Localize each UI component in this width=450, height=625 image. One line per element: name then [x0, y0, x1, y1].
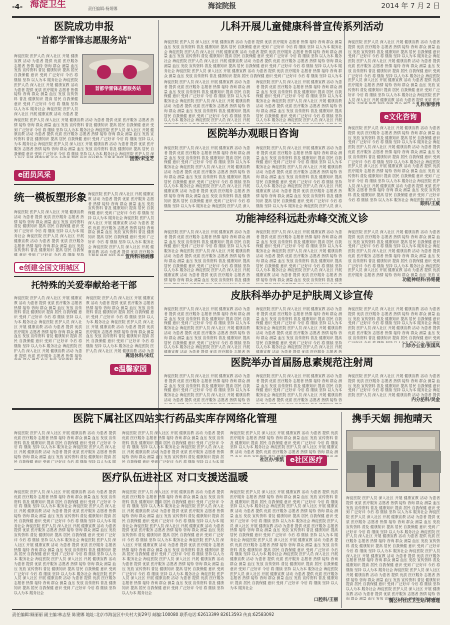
article-text — [348, 40, 440, 104]
byline: 口腔科/王丽 — [313, 598, 338, 603]
column-divider — [344, 20, 345, 160]
byline: 魏公村社区卫生站/蒋雅理 — [388, 599, 440, 604]
byline: 眼科/王威 — [420, 202, 440, 207]
article-text — [256, 146, 342, 208]
article-text — [122, 490, 224, 606]
photo-banner: 首都学雷锋志愿服务站 — [85, 85, 151, 95]
headline-chifeng-clinic: 功能神经科远赴赤峰交流义诊 — [235, 214, 369, 225]
headline-hand-in-hand: 携手天姻 拥抱晴天 — [351, 414, 433, 425]
article-text — [86, 296, 154, 354]
article-text — [164, 307, 250, 353]
section-rule — [14, 469, 338, 470]
article-text — [164, 146, 250, 208]
article-text — [256, 374, 342, 404]
section-tag-culture: e文化咨询 — [380, 112, 421, 123]
article-text — [230, 431, 338, 457]
headline-drug-inventory: 医院下属社区四站实行药品实库存网络化管理 — [73, 414, 277, 425]
section-rule — [164, 355, 440, 356]
byline: 团委/宋宝芝 — [129, 157, 154, 162]
page-number: -4- — [12, 3, 23, 11]
article-text — [164, 374, 250, 404]
byline: 儿科/彭张伟 — [415, 103, 440, 108]
headline-unified-template: 统一模板塑形象 — [14, 192, 87, 204]
masthead-rule — [12, 16, 440, 18]
article-text — [256, 80, 342, 124]
byline: 功能神经科/孙铭健 — [402, 278, 440, 283]
column-divider — [341, 412, 342, 608]
footer-info: 责任编辑:顾丽丽 副主编:林志坚 陈建娜 地址:北京市海淀区中关村大街29号 邮编:100080 联系电话:62613399 82613593 传真:62583092 — [12, 612, 275, 617]
headline-volunteer-station-2: "首都学雷锋志愿服务站" — [36, 36, 132, 46]
section-rule — [164, 287, 440, 288]
article-text — [348, 126, 440, 202]
section-tag-community: e社区医疗 — [286, 455, 327, 466]
volunteer-station-photo — [82, 54, 154, 104]
article-text — [348, 230, 440, 278]
issue-date: 2014 年 7 月 2 日 — [381, 2, 440, 10]
byline: 宣传科/杨炳娜 — [125, 255, 154, 260]
article-text — [14, 54, 78, 116]
footer-rule — [12, 609, 440, 610]
article-text — [14, 431, 116, 463]
article-text — [14, 296, 82, 360]
section-rule — [164, 210, 440, 211]
article-text — [256, 307, 342, 353]
headline-medical-team: 医疗队伍进社区 对口支援送温暖 — [101, 473, 249, 484]
section-tag-warm-home: e温馨家园 — [110, 364, 151, 375]
headline-eye-day: 医院举办观眼日咨询 — [207, 129, 299, 140]
page-editors: 责任编辑:杨炳娜 — [88, 6, 118, 11]
byline: 离退休科/宋红 — [125, 354, 154, 359]
headline-foot-skin-week: 皮肤科举办护足护肤周义诊宣传 — [230, 291, 374, 302]
article-text — [164, 230, 250, 284]
section-tag-youth: e团员风采 — [14, 170, 55, 181]
headline-pediatric-campaign: 儿科开展儿童健康科普宣传系列活动 — [220, 22, 384, 33]
community-event-photo — [346, 430, 440, 492]
article-text — [14, 210, 84, 256]
headline-volunteer-station-1: 医院成功申报 — [54, 22, 114, 33]
section-rule — [164, 126, 342, 127]
article-text — [348, 374, 440, 398]
section-tag-civilized-city: e创建全国文明城区 — [14, 262, 85, 273]
section-rule — [14, 276, 154, 277]
headline-insulin-week: 医院举办首届肠息素规范注射周 — [230, 358, 374, 369]
paper-logo: 海淀卫生 — [30, 0, 67, 10]
article-text — [122, 431, 224, 463]
section-rule — [12, 408, 440, 410]
headline-veteran-care: 托特殊的关爱奉献给老干部 — [31, 281, 137, 291]
header-center: 海淀院报 — [208, 1, 236, 10]
article-text — [256, 230, 342, 284]
article-text — [14, 490, 116, 606]
article-text — [88, 192, 154, 256]
article-text — [346, 496, 440, 600]
section-rule — [14, 184, 154, 185]
byline: 内分泌科/吴金 — [411, 398, 440, 403]
byline: 门诊办公室/张国凤 — [402, 344, 440, 349]
article-text — [230, 490, 338, 598]
article-text — [164, 80, 250, 124]
article-text — [348, 307, 440, 343]
article-text — [14, 118, 154, 158]
masthead — [12, 0, 440, 15]
article-text — [164, 40, 342, 78]
byline: 社区办/张凯 — [259, 458, 284, 463]
